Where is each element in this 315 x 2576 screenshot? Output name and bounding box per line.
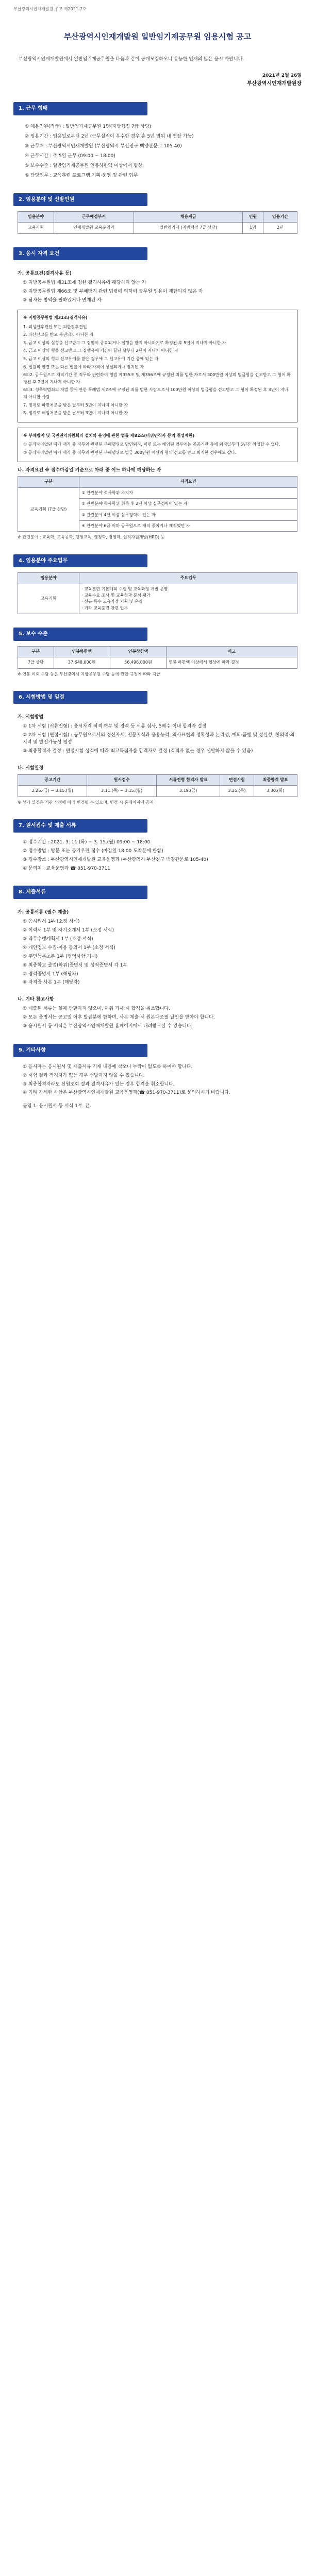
list-item: ② 접수방법 : 방문 또는 등기우편 접수 (마감일 18:00 도착분에 한함) [23, 848, 163, 854]
section-heading: 3. 응시 자격 요건 [13, 247, 147, 261]
table-cell: 2년 [263, 223, 297, 233]
list-item: ① 접수기간 : 2021. 3. 11.(목) ~ 3. 15.(월) 09:00 ~ 18:00 [23, 839, 151, 845]
list-item: ① 지방공무원법 제31조에 정한 결격사유에 해당하지 않는 자 [23, 280, 146, 286]
section-heading: 4. 임용분야 주요업무 [13, 554, 147, 568]
table-header: 자격요건 [79, 477, 297, 487]
table-header: 인원 [243, 212, 263, 223]
table-row [18, 657, 297, 668]
table-cell: 2.26.(금) ~ 3.15.(월) [18, 786, 87, 796]
list-item: ② 임용기간 : 임용일로부터 2년 (근무실적이 우수한 경우 총 5년 범위 내 연장 가능) [25, 133, 194, 139]
list-item: ② 지방공무원법 제66조 및 부패방지 관련 법령에 의하여 공무원 임용이 제한되지 않은 자 [23, 289, 203, 295]
list-item: ② 2차 시험 (면접시험) : 공무원으로서의 정신자세, 전문지식과 응용능력, 의사표현의 정확성과 논리성, 예의·품행 및 성실성, 창의력·의지력 및 발전가능성 평정 [23, 733, 295, 745]
table-header: 서류전형 합격자 발표 [156, 775, 220, 786]
box-line: 4. 금고 이상의 형을 선고받고 그 집행유예 기간이 끝난 날부터 2년이 지나지 아니한 자 [23, 348, 178, 353]
table-header: 연봉상한액 [110, 646, 166, 657]
duties-table [18, 572, 297, 614]
box-title: ※ 부패방지 및 국민권익위원회의 설치와 운영에 관한 법률 제82조(비위면직자 등의 취업제한) [23, 433, 195, 438]
section-heading: 1. 근무 형태 [13, 102, 147, 115]
table-note: ※ 상기 일정은 기관 사정에 따라 변경될 수 있으며, 변경 시 홈페이지에 공지 [18, 800, 154, 805]
intro-text: 부산광역시인재개발원에서 일반임기제공무원을 다음과 같이 공개모집하오니 유능한 인재의 많은 응시 바랍니다. [19, 56, 244, 62]
list-item: ⑧ 자격증 사본 1부 (해당자) [23, 980, 80, 986]
list-item: ③ 접수장소 : 부산광역시인재개발원 교육운영과 (부산광역시 부산진구 백양관문로 105-40) [23, 857, 208, 862]
table-row [18, 487, 297, 498]
salary-table [18, 646, 297, 669]
schedule-table [18, 774, 297, 797]
table-cell: 연봉 하한액 이상에서 협상에 따라 결정 [167, 657, 297, 668]
box-line: 2. 파산선고를 받고 복권되지 아니한 자 [23, 332, 94, 337]
list-item: ⑥ 최종학교 졸업(학위)증명서 및 성적증명서 각 1부 [23, 962, 128, 968]
section-duties [13, 554, 302, 614]
list-item: ④ 개인정보 수집·이용 동의서 1부 (소정 서식) [23, 945, 115, 951]
section-heading: 5. 보수 수준 [13, 628, 147, 641]
box-line: 3. 금고 이상의 실형을 선고받고 그 집행이 종료되거나 집행을 받지 아니하기로 확정된 후 5년이 지나지 아니한 자 [23, 340, 226, 345]
section-etc [13, 1044, 302, 1110]
anti-corruption-box [18, 428, 297, 462]
list-item: ① 제출된 서류는 일체 반환하지 않으며, 허위 기재 시 합격을 취소합니다. [23, 1006, 170, 1012]
table-note: ※ 관련분야 : 교육학, 교육공학, 평생교육, 행정학, 경영학, 인적자원개발(HRD) 등 [18, 535, 165, 540]
box-line: 6의2. 공무원으로 재직기간 중 직무와 관련하여 형법 제355조 및 제356조에 규정된 죄를 범한 자로서 300만원 이상의 벌금형을 선고받고 그 형이 확정된 후 2년이 지나지 아니한 자 [23, 372, 291, 384]
table-cell: ③ 관련분야 4년 이상 실무경력이 있는 자 [79, 510, 297, 520]
table-cell: 교육기획 [18, 584, 79, 614]
section-application [13, 819, 302, 872]
list-item: ⑥ 담당업무 : 교육훈련 프로그램 기획·운영 및 관련 업무 [25, 173, 138, 178]
issuing-org: 부산광역시인재개발원장 [246, 80, 302, 87]
list-item: ③ 최종합격자라도 신원조회 결과 결격사유가 있는 경우 합격을 취소합니다. [23, 1081, 175, 1087]
box-line: 1. 피성년후견인 또는 피한정후견인 [23, 324, 87, 329]
section-heading: 7. 원서접수 및 제출 서류 [13, 819, 147, 833]
section-work-type [13, 102, 302, 179]
list-item: ② 모든 증명서는 공고일 이후 발급분에 한하며, 사본 제출 시 원본대조필 날인을 받아야 합니다. [23, 1015, 215, 1021]
box-line: ② 공직자이었던 자가 재직 중 직무와 관련된 부패행위로 벌금 300만원 이상의 형의 선고를 받고 퇴직한 경우에도 같다. [23, 450, 237, 455]
list-item: ⑦ 경력증명서 1부 (해당자) [23, 971, 78, 977]
table-header: 구분 [18, 477, 79, 487]
table-cell: 56,496,000원 [110, 657, 166, 668]
attachment-note: 붙임 1. 응시원서 등 서식 1부. 끝. [23, 1104, 91, 1109]
table-row [18, 223, 297, 233]
table-cell: 7급 상당 [18, 657, 54, 668]
table-cell: 37,648,000원 [54, 657, 110, 668]
table-header: 임용분야 [18, 212, 54, 223]
list-item: ① 응시자는 응시원서 및 제출서류 기재 내용에 착오나 누락이 없도록 하여야 합니다. [23, 1064, 193, 1070]
table-cell: · 교육훈련 기본계획 수립 및 교육과정 개발·운영 · 교육수요 조사 및 교육성과 분석·평가 · 신규·특수 교육과정 기획 및 운영 · 기타 교육훈련 관련 업무 [79, 584, 297, 614]
table-header: 면접시험 [220, 775, 254, 786]
list-item: ③ 남자는 병역을 필하였거나 면제된 자 [23, 298, 102, 303]
list-item: ④ 근무시간 : 주 5일 근무 (09:00 ~ 18:00) [25, 153, 115, 159]
list-item: ③ 최종합격자 결정 : 면접시험 성적에 따라 최고득점자를 합격자로 결정 (적격자 없는 경우 선발하지 않을 수 있음) [23, 749, 253, 754]
list-item: ⑤ 주민등록초본 1부 (병역사항 기재) [23, 954, 98, 959]
table-header: 구분 [18, 646, 54, 657]
table-note: ※ 연봉 이외 수당 등은 부산광역시 지방공무원 수당 등에 관한 규정에 따라 지급 [18, 671, 160, 676]
section-heading: 6. 시험방법 및 일정 [13, 691, 147, 704]
box-line: ① 공직자이었던 자가 재직 중 직무와 관련된 부패행위로 당연퇴직, 파면 또는 해임된 경우에는 공공기관 등에 퇴직일부터 5년간 취업할 수 없다. [23, 442, 280, 447]
table-cell: 3.19.(금) [156, 786, 220, 796]
list-item: ② 시험 결과 적격자가 없는 경우 선발하지 않을 수 있습니다. [23, 1073, 145, 1078]
table-row [18, 786, 297, 796]
section-heading: 9. 기타사항 [13, 1044, 147, 1057]
box-line: 8. 징계로 해임처분을 받은 날부터 3년이 지나지 아니한 자 [23, 411, 128, 416]
work-type-list [18, 124, 297, 180]
table-cell: 교육기획 (7급 상당) [18, 487, 79, 532]
list-item: ③ 직무수행계획서 1부 (소정 서식) [23, 936, 93, 942]
subsection-title: 가. 공통요건(결격사유 등) [18, 271, 72, 277]
table-header: 채용계급 [134, 212, 243, 223]
box-line: 6. 법원의 판결 또는 다른 법률에 따라 자격이 상실되거나 정지된 자 [23, 364, 144, 369]
table-cell: 인재개발원 교육운영과 [54, 223, 134, 233]
box-line: 7. 징계로 파면처분을 받은 날부터 5년이 지나지 아니한 자 [23, 402, 128, 408]
disqualification-box [18, 310, 297, 422]
section-heading: 2. 임용분야 및 선발인원 [13, 193, 147, 207]
table-cell: ② 관련분야 학사학위 취득 후 2년 이상 실무경력이 있는 자 [79, 499, 297, 510]
list-item: ③ 근무처 : 부산광역시인재개발원 (부산광역시 부산진구 백양관문로 105-40) [25, 143, 182, 149]
box-title: ※ 지방공무원법 제31조(결격사유) [23, 315, 88, 320]
table-header: 임용분야 [18, 573, 79, 584]
table-header: 비고 [167, 646, 297, 657]
section-documents [13, 886, 302, 1030]
table-cell: 3.25.(목) [220, 786, 254, 796]
subsection-title: 나. 기타 참고사항 [18, 997, 54, 1003]
table-cell: 3.30.(화) [254, 786, 297, 796]
box-line: 5. 금고 이상의 형의 선고유예를 받은 경우에 그 선고유예 기간 중에 있는 자 [23, 357, 159, 361]
table-header: 주요업무 [79, 573, 297, 584]
list-item: ② 이력서 1부 및 자기소개서 1부 (소정 서식) [23, 927, 114, 933]
section-salary [13, 628, 302, 677]
table-header: 연봉하한액 [54, 646, 110, 657]
positions-table [18, 211, 297, 234]
table-row [18, 584, 297, 614]
table-cell: ④ 관련분야 6급 이하 공무원으로 재직 중이거나 재직했던 자 [79, 521, 297, 532]
list-item: ④ 문의처 : 교육운영과 ☎ 051-970-3711 [23, 866, 110, 871]
section-qualifications [13, 247, 302, 541]
table-cell: 1명 [243, 223, 263, 233]
table-header: 공고기간 [18, 775, 87, 786]
notice-date: 2021년 2월 26일 [262, 73, 302, 78]
table-cell: 교육기획 [18, 223, 54, 233]
notice-number: 부산광역시인재개발원 공고 제2021-7호 [13, 7, 87, 11]
table-header: 임용기간 [263, 212, 297, 223]
qualification-table [18, 476, 297, 532]
table-cell: 일반임기제 (지방행정 7급 상당) [134, 223, 243, 233]
list-item: ① 채용인원(직급) : 일반임기제공무원 1명(지방행정 7급 상당) [25, 124, 152, 129]
subsection-title: 가. 공통서류 (필수 제출) [18, 909, 69, 915]
subsection-title: 가. 시험방법 [18, 715, 44, 720]
table-header: 최종합격 발표 [254, 775, 297, 786]
table-header: 근무예정부서 [54, 212, 134, 223]
notice-page [0, 0, 315, 1132]
section-positions [13, 193, 302, 234]
list-item: ④ 기타 자세한 사항은 부산광역시인재개발원 교육운영과(☎ 051-970-3711)로 문의하시기 바랍니다. [23, 1090, 230, 1096]
table-cell: 3.11.(목) ~ 3.15.(월) [87, 786, 156, 796]
subsection-title: 나. 자격요건 ※ 접수마감일 기준으로 아래 중 어느 하나에 해당하는 자 [18, 467, 161, 473]
list-item: ③ 응시원서 등 서식은 부산광역시인재개발원 홈페이지에서 내려받으실 수 있습니다. [23, 1024, 193, 1029]
table-header: 원서접수 [87, 775, 156, 786]
section-heading: 8. 제출서류 [13, 886, 147, 899]
table-cell: ① 관련분야 석사학위 소지자 [79, 487, 297, 498]
section-exam [13, 691, 302, 806]
list-item: ① 1차 시험 (서류전형) : 응시자격 적격 여부 및 경력 등 서류 심사, 5배수 이내 합격자 결정 [23, 724, 207, 730]
box-line: 6의3. 성폭력범죄의 처벌 등에 관한 특례법 제2조에 규정된 죄를 범한 사람으로서 100만원 이상의 벌금형을 선고받고 그 형이 확정된 후 3년이 지나지 아니한 사람 [23, 387, 289, 399]
page-title: 부산광역시인재개발원 일반임기제공무원 임용시험 공고 [63, 32, 252, 42]
subsection-title: 나. 시험일정 [18, 766, 44, 771]
list-item: ⑤ 보수수준 : 일반임기제공무원 연봉하한액 이상에서 협상 [25, 163, 143, 168]
list-item: ① 응시원서 1부 (소정 서식) [23, 919, 80, 924]
